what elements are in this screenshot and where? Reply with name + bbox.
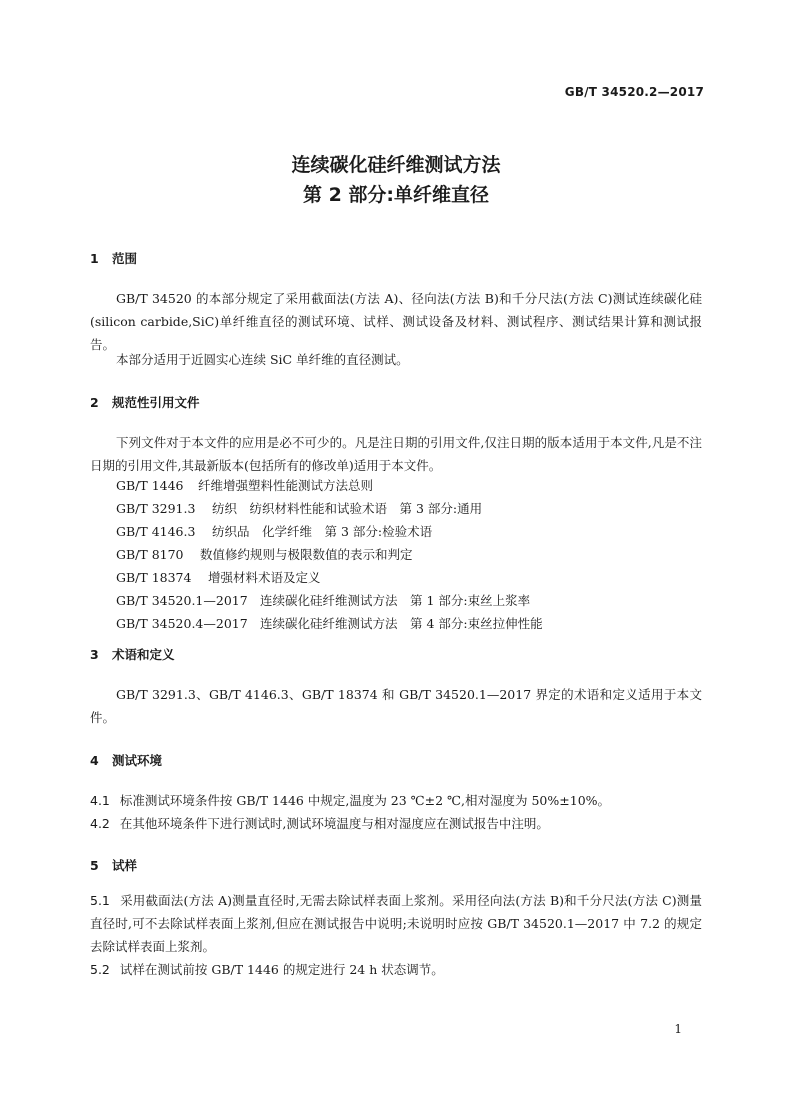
page-number: 1 [674,1022,682,1036]
clause-number: 5.1 [90,893,110,908]
paragraph: GB/T 34520 的本部分规定了采用截面法(方法 A)、径向法(方法 B)和千分尺法(方法 C)测试连续碳化硅(silicon carbide,SiC)单纤维直径的测试环境、试样、测试设备及材料、测试程序、测试结果计算和测试报告。 [90,291,702,352]
clause-item [90,958,702,981]
reference-name: 增强材料术语及定义 [208,570,321,585]
reference-code: GB/T 8170 [116,547,184,562]
reference-code: GB/T 18374 [116,570,192,585]
reference-code: GB/T 4146.3 [116,524,196,539]
paragraph: 本部分适用于近圆实心连续 SiC 单纤维的直径测试。 [116,352,409,367]
paragraph: GB/T 3291.3、GB/T 4146.3、GB/T 18374 和 GB/T 34520.1—2017 界定的术语和定义适用于本文件。 [90,687,702,725]
reference-name: 纺织 纺织材料性能和试验术语 第 3 部分:通用 [212,501,483,516]
reference-code: GB/T 1446 [116,478,184,493]
section-title: 试样 [112,858,138,873]
section-title: 术语和定义 [112,647,175,662]
section-heading-normative-references [90,393,200,411]
clause-text: 采用截面法(方法 A)测量直径时,无需去除试样表面上浆剂。采用径向法(方法 B)和千分尺法(方法 C)测量直径时,可不去除试样表面上浆剂,但应在测试报告中说明;未说明时应按 GB/T 34520.1—2017 中 7.2 的规定去除试样表面上浆剂。 [90,893,702,954]
section-heading-terms-definitions [90,645,175,663]
reference-name: 纤维增强塑料性能测试方法总则 [198,478,374,493]
clause-text: 试样在测试前按 GB/T 1446 的规定进行 24 h 状态调节。 [119,962,444,977]
section-title: 规范性引用文件 [112,395,200,410]
paragraph: 下列文件对于本文件的应用是必不可少的。凡是注日期的引用文件,仅注日期的版本适用于本文件,凡是不注日期的引用文件,其最新版本(包括所有的修改单)适用于本文件。 [90,435,702,473]
reference-code: GB/T 3291.3 [116,501,196,516]
clause-number: 4.2 [90,816,110,831]
document-title: 连续碳化硅纤维测试方法 [291,154,501,176]
reference-code: GB/T 34520.1—2017 [116,593,248,608]
clause-text: 标准测试环境条件按 GB/T 1446 中规定,温度为 23 ℃±2 ℃,相对湿度为 50%±10%。 [119,793,611,808]
section-heading-specimens [90,856,137,874]
reference-item [116,522,432,540]
clause-item [90,812,702,835]
reference-name: 纺织品 化学纤维 第 3 部分:检验术语 [212,524,433,539]
clause-item [90,789,702,812]
reference-item [116,545,413,563]
reference-name: 数值修约规则与极限数值的表示和判定 [200,547,413,562]
clause-number: 4.1 [90,793,110,808]
section-number: 3 [90,647,99,662]
section-number: 4 [90,753,99,768]
section-title: 测试环境 [112,753,163,768]
section-number: 5 [90,858,99,873]
clause-number: 5.2 [90,962,110,977]
clause-text: 在其他环境条件下进行测试时,测试环境温度与相对湿度应在测试报告中注明。 [119,816,549,831]
reference-item [116,499,482,517]
section-heading-scope [90,249,137,267]
reference-name: 连续碳化硅纤维测试方法 第 4 部分:束丝拉伸性能 [260,616,543,631]
section-number: 2 [90,395,99,410]
section-number: 1 [90,251,99,266]
document-subtitle: 第 2 部分:单纤维直径 [302,184,490,206]
reference-item [116,591,530,609]
clause-item [90,889,702,958]
section-title: 范围 [112,251,138,266]
reference-item [116,568,321,586]
standard-number: GB/T 34520.2—2017 [564,85,704,99]
reference-code: GB/T 34520.4—2017 [116,616,248,631]
section-heading-test-environment [90,751,162,769]
reference-name: 连续碳化硅纤维测试方法 第 1 部分:束丝上浆率 [260,593,531,608]
reference-item [116,476,373,494]
reference-item [116,614,543,632]
